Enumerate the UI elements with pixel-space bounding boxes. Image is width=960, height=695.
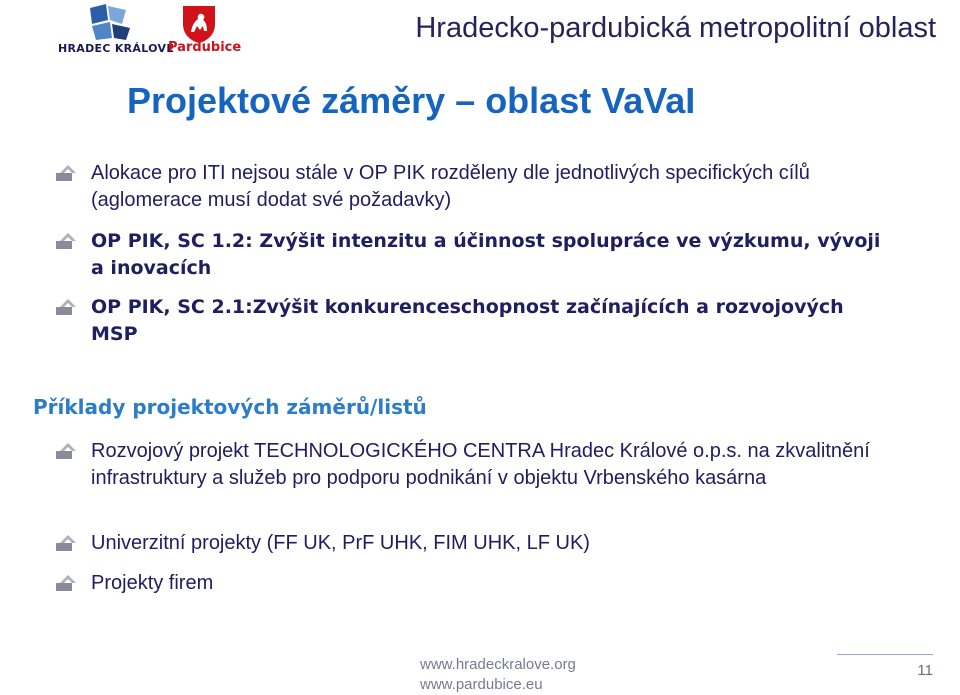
arrow-bullet-icon [56, 534, 76, 552]
header-title: Hradecko-pardubická metropolitní oblast [415, 12, 936, 44]
hradec-kralove-logo [58, 2, 175, 60]
arrow-bullet-icon [56, 232, 76, 250]
slide-title: Projektové záměry – oblast VaVaI [127, 80, 696, 121]
arrow-bullet-icon [56, 164, 76, 182]
bullet-text: OP PIK, SC 2.1:Zvýšit konkurenceschopnost začínajících a rozvojových MSP [91, 296, 844, 345]
footer-urls [420, 655, 620, 695]
bullet-text: Alokace pro ITI nejsou stále v OP PIK rozděleny dle jednotlivých specifických cílů (aglomerace musí dodat své požadavky) [91, 162, 810, 211]
bullet-text: OP PIK, SC 1.2: Zvýšit intenzitu a účinnost spolupráce ve výzkumu, vývoji a inovacích [91, 230, 881, 279]
hradec-kralove-logo-icon [86, 4, 136, 42]
arrow-bullet-icon [56, 574, 76, 592]
example-text: Univerzitní projekty (FF UK, PrF UHK, FIM UHK, LF UK) [91, 532, 590, 554]
hradec-kralove-logo-text: HRADEC KRÁLOVÉ [58, 42, 175, 55]
examples-subheading: Příklady projektových záměrů/listů [33, 395, 427, 419]
example-text: Projekty firem [91, 572, 214, 594]
example-text: Rozvojový projekt TECHNOLOGICKÉHO CENTRA Hradec Králové o.p.s. na zkvalitnění infrastruktury a služeb pro podporu podnikání v objektu Vrbenského kasárna [91, 440, 870, 489]
arrow-bullet-icon [56, 298, 76, 316]
page-number-box [837, 650, 933, 684]
footer-url-pardubice[interactable]: www.pardubice.eu [420, 676, 543, 693]
pardubice-logo-text: Pardubice [168, 40, 242, 55]
pardubice-coat-of-arms-icon [181, 4, 217, 44]
arrow-bullet-icon [56, 442, 76, 460]
pardubice-logo [168, 2, 242, 60]
footer-url-hradec-kralove[interactable]: www.hradeckralove.org [420, 656, 576, 673]
page-number-divider [837, 654, 933, 655]
page-number: 11 [917, 662, 933, 679]
